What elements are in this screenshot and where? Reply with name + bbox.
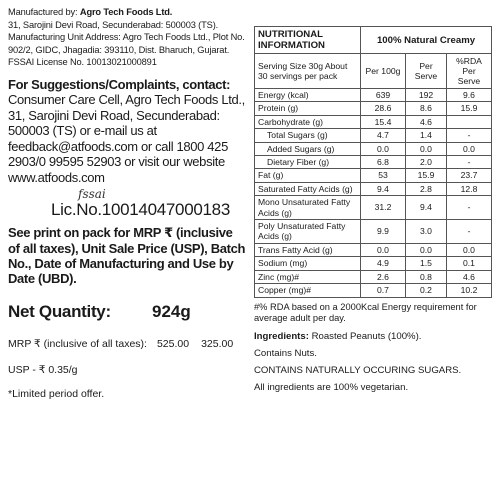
per-serve-value: 1.4 <box>406 129 447 142</box>
nutrition-row <box>255 102 492 115</box>
per-serve-value: 2.0 <box>406 156 447 169</box>
nutrition-title: NUTRITIONAL INFORMATION <box>255 27 361 54</box>
ingredients-label: Ingredients: <box>254 330 309 342</box>
per-100g-value: 31.2 <box>361 196 406 220</box>
nutrient-name: Protein (g) <box>255 102 361 115</box>
nutrient-name: Poly Unsaturated Fatty Acids (g) <box>255 220 361 244</box>
per-serve-value: 0.2 <box>406 284 447 297</box>
vegetarian-note: All ingredients are 100% vegetarian. <box>254 381 409 393</box>
net-quantity-value: 924g <box>152 302 191 322</box>
manufacturing-unit-address: Manufacturing Unit Address: Agro Tech Foods Ltd., Plot No. 902/2, GIDC, Jhagadia: 393110, Dist. Bharuch, Gujarat. <box>8 32 245 55</box>
mrp-line <box>8 338 246 350</box>
net-quantity-label: Net Quantity: <box>8 302 111 322</box>
net-quantity <box>8 302 246 322</box>
per-100g-value: 639 <box>361 89 406 102</box>
nutrition-row <box>255 243 492 256</box>
nutrition-table <box>254 26 492 298</box>
per-serve-value: 192 <box>406 89 447 102</box>
manufacturer-label: Manufactured by: <box>8 7 78 17</box>
nutrient-name: Total Sugars (g) <box>255 129 361 142</box>
complaints-block <box>8 77 246 186</box>
manufacturer-name: Agro Tech Foods Ltd. <box>79 7 173 17</box>
nutrient-name: Energy (kcal) <box>255 89 361 102</box>
manufacturer-block <box>8 6 246 69</box>
per-100g-value: 15.4 <box>361 115 406 128</box>
rda-value: 12.8 <box>447 182 492 195</box>
nutrition-row <box>255 257 492 270</box>
rda-value: 15.9 <box>447 102 492 115</box>
rda-value: 4.6 <box>447 270 492 283</box>
nutrition-row <box>255 142 492 155</box>
rda-value: - <box>447 220 492 244</box>
nutrition-row <box>255 220 492 244</box>
right-column <box>254 26 492 393</box>
col-rda: %RDA Per Serve <box>447 54 492 89</box>
per-100g-value: 0.0 <box>361 142 406 155</box>
rda-note: #% RDA based on a 2000Kcal Energy requirement for average adult per day. <box>254 301 477 323</box>
per-serve-value: 2.8 <box>406 182 447 195</box>
rda-value: - <box>447 156 492 169</box>
per-serve-value: 0.0 <box>406 243 447 256</box>
rda-value: 0.0 <box>447 243 492 256</box>
complaints-body: Consumer Care Cell, Agro Tech Foods Ltd., 31, Sarojini Devi Road, Secunderabad: 500003 (TS) or e-mail us at feedback@atfoods.com or call 1800 425 2903/0 99595 52903 or visit our website www.atfoods.com <box>8 92 245 185</box>
nutrition-row <box>255 129 492 142</box>
fssai-logo: fssai <box>78 187 106 202</box>
nutrient-name: Fat (g) <box>255 169 361 182</box>
per-serve-value: 0.8 <box>406 270 447 283</box>
lic-number: Lic.No.10014047000183 <box>51 200 230 220</box>
rda-value: 9.6 <box>447 89 492 102</box>
nutrient-name: Saturated Fatty Acids (g) <box>255 182 361 195</box>
mrp-label: MRP ₹ (inclusive of all taxes): <box>8 338 147 351</box>
nutrition-variant: 100% Natural Creamy <box>361 27 492 54</box>
per-100g-value: 9.4 <box>361 182 406 195</box>
per-100g-value: 9.9 <box>361 220 406 244</box>
ingredients-value: Roasted Peanuts (100%). <box>311 330 422 342</box>
per-serve-value: 8.6 <box>406 102 447 115</box>
nutrient-name: Carbohydrate (g) <box>255 115 361 128</box>
per-100g-value: 6.8 <box>361 156 406 169</box>
nutrition-header-row <box>255 27 492 54</box>
complaints-heading: For Suggestions/Complaints, contact: <box>8 76 231 92</box>
nutrient-name: Trans Fatty Acid (g) <box>255 243 361 256</box>
nutrition-row <box>255 270 492 283</box>
nutrition-row <box>255 89 492 102</box>
nutrient-name: Zinc (mg)# <box>255 270 361 283</box>
per-100g-value: 0.0 <box>361 243 406 256</box>
nutrient-name: Mono Unsaturated Fatty Acids (g) <box>255 196 361 220</box>
per-serve-value: 1.5 <box>406 257 447 270</box>
per-100g-value: 4.7 <box>361 129 406 142</box>
nutrition-row <box>255 169 492 182</box>
nutrition-row <box>255 196 492 220</box>
nutrient-name: Added Sugars (g) <box>255 142 361 155</box>
mrp-value-2: 325.00 <box>201 338 234 351</box>
nutrition-row <box>255 284 492 297</box>
col-per-100g: Per 100g <box>361 54 406 89</box>
manufacturer-address: 31, Sarojini Devi Road, Secunderabad: 500003 (TS). <box>8 19 219 30</box>
rda-value: - <box>447 196 492 220</box>
nutrient-name: Copper (mg)# <box>255 284 361 297</box>
per-serve-value: 3.0 <box>406 220 447 244</box>
usp-line: USP - ₹ 0.35/g <box>8 364 78 377</box>
per-100g-value: 4.9 <box>361 257 406 270</box>
nutrient-name: Dietary Fiber (g) <box>255 156 361 169</box>
per-100g-value: 2.6 <box>361 270 406 283</box>
serving-size: Serving Size 30g About 30 servings per pack <box>255 54 361 89</box>
rda-value: 0.0 <box>447 142 492 155</box>
fssai-license: FSSAI License No. 10013021000891 <box>8 57 157 68</box>
rda-value: 10.2 <box>447 284 492 297</box>
rda-value: - <box>447 129 492 142</box>
contains-nuts: Contains Nuts. <box>254 347 317 359</box>
nutrition-subheader-row <box>255 54 492 89</box>
nutrition-row <box>255 182 492 195</box>
rda-value <box>447 115 492 128</box>
naturally-occuring-sugars: CONTAINS NATURALLY OCCURING SUGARS. <box>254 364 462 376</box>
per-serve-value: 15.9 <box>406 169 447 182</box>
per-100g-value: 53 <box>361 169 406 182</box>
per-100g-value: 0.7 <box>361 284 406 297</box>
print-note: See print on pack for MRP ₹ (inclusive of all taxes), Unit Sale Price (USP), Batch No., Date of Manufacturing and Use by Date (UBD). <box>8 225 246 287</box>
ingredients <box>254 331 492 342</box>
left-column <box>8 6 246 400</box>
mrp-value-1: 525.00 <box>156 338 190 351</box>
per-100g-value: 28.6 <box>361 102 406 115</box>
rda-value: 0.1 <box>447 257 492 270</box>
nutrition-row <box>255 156 492 169</box>
nutrition-row <box>255 115 492 128</box>
nutrient-name: Sodium (mg) <box>255 257 361 270</box>
limited-offer: *Limited period offer. <box>8 388 105 401</box>
per-serve-value: 4.6 <box>406 115 447 128</box>
col-per-serve: Per Serve <box>406 54 447 89</box>
per-serve-value: 9.4 <box>406 196 447 220</box>
per-serve-value: 0.0 <box>406 142 447 155</box>
rda-value: 23.7 <box>447 169 492 182</box>
